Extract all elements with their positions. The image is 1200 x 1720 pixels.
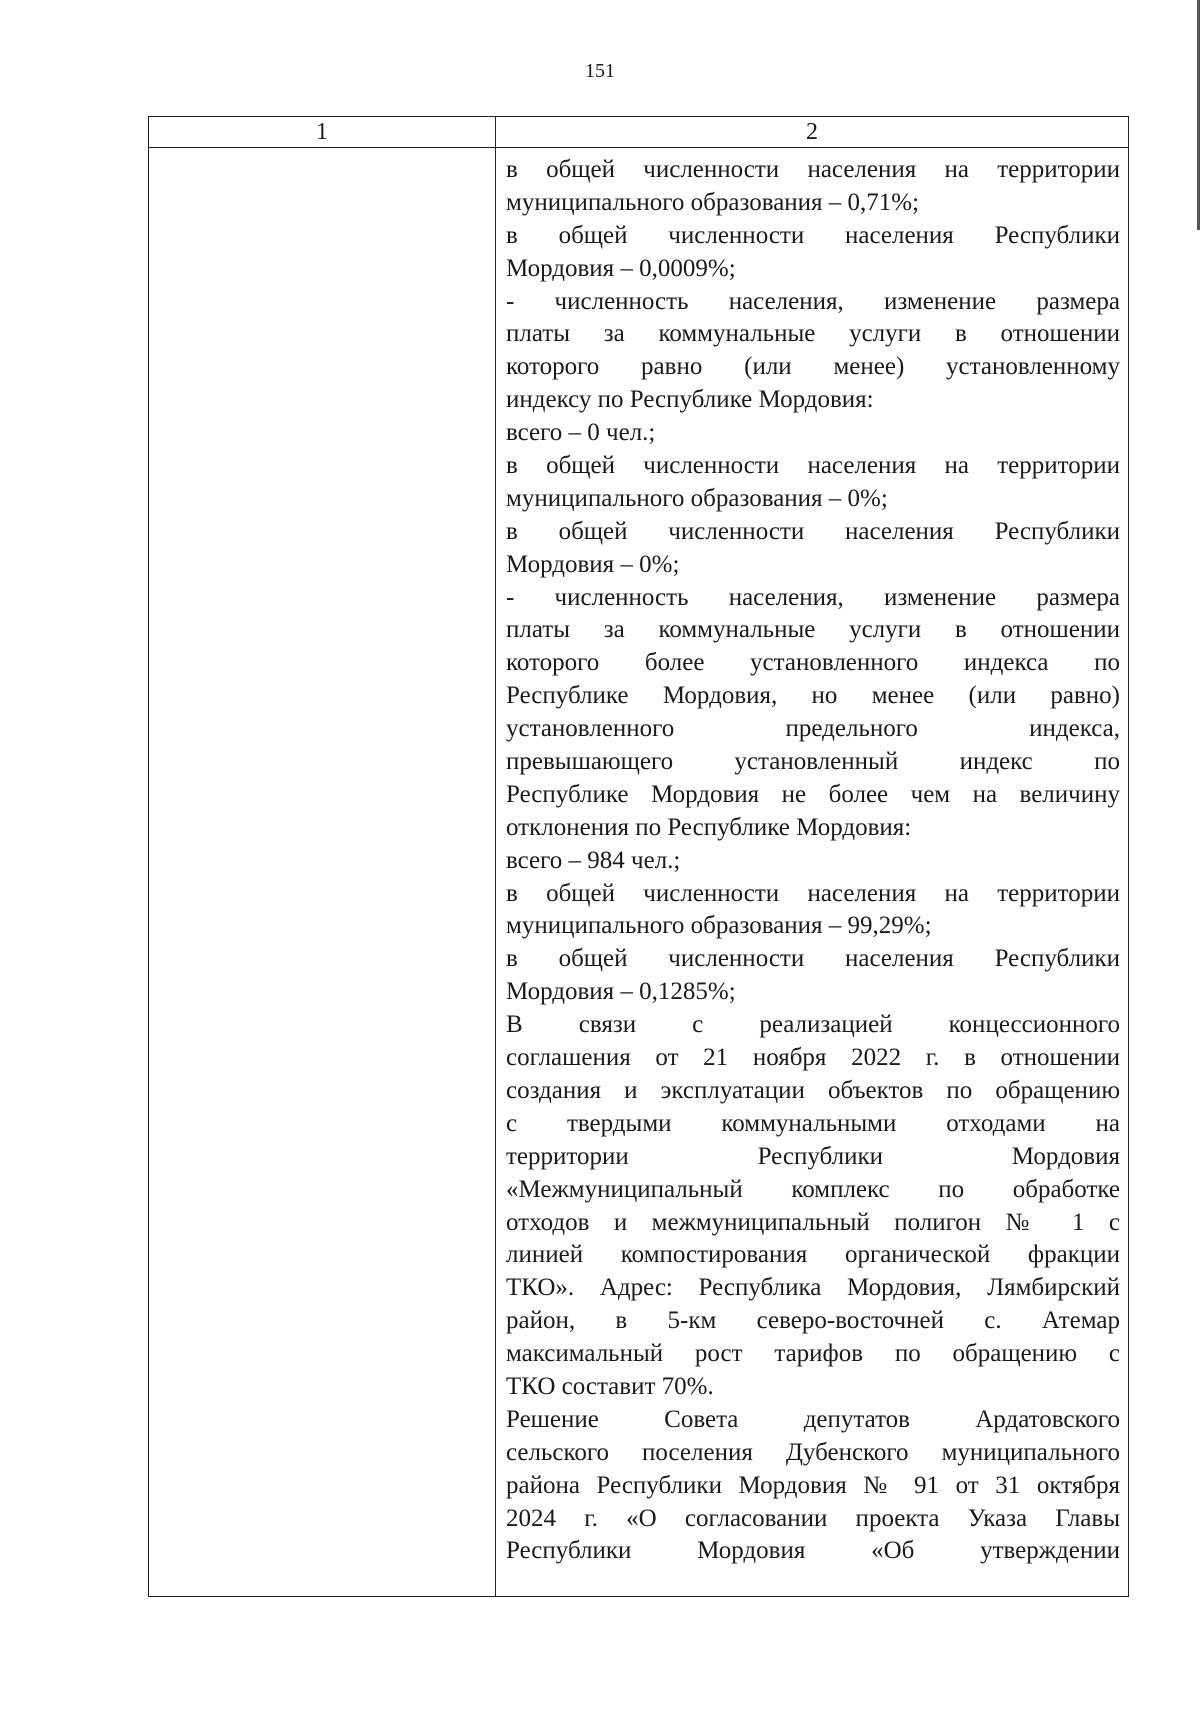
text-line: - численность населения, изменение размера bbox=[506, 287, 1120, 315]
text-line: «Межмуниципальный комплекс по обработке bbox=[506, 1175, 1120, 1203]
text-line: ТКО составит 70%. bbox=[506, 1372, 714, 1400]
page-number: 151 bbox=[585, 60, 615, 82]
text-line: с твердыми коммунальными отходами на bbox=[506, 1109, 1120, 1137]
text-line: сельского поселения Дубенского муниципального bbox=[506, 1438, 1120, 1466]
text-line: Мордовия – 0,1285%; bbox=[506, 978, 736, 1006]
text-line: создания и эксплуатации объектов по обращению bbox=[506, 1076, 1120, 1104]
column-2-text bbox=[506, 154, 1120, 1568]
text-line: максимальный рост тарифов по обращению с bbox=[506, 1340, 1120, 1368]
table-row bbox=[149, 148, 1129, 1597]
text-line: всего – 984 чел.; bbox=[506, 846, 681, 874]
column-header-1: 1 bbox=[149, 117, 496, 148]
text-line: района Республики Мордовия № 91 от 31 октября bbox=[506, 1471, 1120, 1499]
text-line: индексу по Республике Мордовия: bbox=[506, 386, 874, 414]
column-2-cell bbox=[496, 148, 1129, 1597]
text-line: установленного предельного индекса, bbox=[506, 715, 1120, 743]
text-line: платы за коммунальные услуги в отношении bbox=[506, 616, 1120, 644]
text-line: в общей численности населения на территории bbox=[506, 452, 1120, 480]
text-line: превышающего установленный индекс по bbox=[506, 748, 1120, 776]
text-line: в общей численности населения Республики bbox=[506, 517, 1120, 545]
text-line: Республике Мордовия, но менее (или равно) bbox=[506, 682, 1120, 710]
text-line: в общей численности населения Республики bbox=[506, 221, 1120, 249]
text-line: Республике Мордовия не более чем на величину bbox=[506, 780, 1120, 808]
text-line: 2024 г. «О согласовании проекта Указа Главы bbox=[506, 1504, 1120, 1532]
text-line: Решение Совета депутатов Ардатовского bbox=[506, 1405, 1120, 1433]
text-line: в общей численности населения на территории bbox=[506, 879, 1120, 907]
text-line: отклонения по Республике Мордовия: bbox=[506, 813, 912, 841]
text-line: которого более установленного индекса по bbox=[506, 649, 1120, 677]
text-line: отходов и межмуниципальный полигон № 1 с bbox=[506, 1208, 1120, 1236]
text-line: линией компостирования органической фракции bbox=[506, 1241, 1120, 1269]
text-line: муниципального образования – 99,29%; bbox=[506, 912, 932, 940]
text-line: территории Республики Мордовия bbox=[506, 1142, 1120, 1170]
text-line: в общей численности населения Республики bbox=[506, 945, 1120, 973]
text-line: - численность населения, изменение размера bbox=[506, 583, 1120, 611]
table-header-row bbox=[149, 117, 1129, 148]
document-table bbox=[148, 116, 1129, 1597]
text-line: В связи с реализацией концессионного bbox=[506, 1011, 1120, 1039]
text-line: в общей численности населения на территории bbox=[506, 156, 1120, 183]
text-line: Мордовия – 0,0009%; bbox=[506, 254, 736, 282]
text-line: всего – 0 чел.; bbox=[506, 419, 656, 447]
column-1-cell bbox=[149, 148, 496, 1597]
column-header-2: 2 bbox=[496, 117, 1129, 148]
text-line: ТКО». Адрес: Республика Мордовия, Лямбирский bbox=[506, 1274, 1120, 1302]
text-line: район, в 5-км северо-восточней с. Атемар bbox=[506, 1307, 1120, 1335]
text-line: муниципального образования – 0%; bbox=[506, 484, 888, 512]
text-line: Республики Мордовия «Об утверждении bbox=[506, 1537, 1120, 1565]
text-line: Мордовия – 0%; bbox=[506, 550, 680, 578]
text-line: которого равно (или менее) установленному bbox=[506, 353, 1120, 381]
text-line: муниципального образования – 0,71%; bbox=[506, 188, 920, 216]
text-line: соглашения от 21 ноября 2022 г. в отношении bbox=[506, 1044, 1120, 1072]
text-line: платы за коммунальные услуги в отношении bbox=[506, 320, 1120, 348]
